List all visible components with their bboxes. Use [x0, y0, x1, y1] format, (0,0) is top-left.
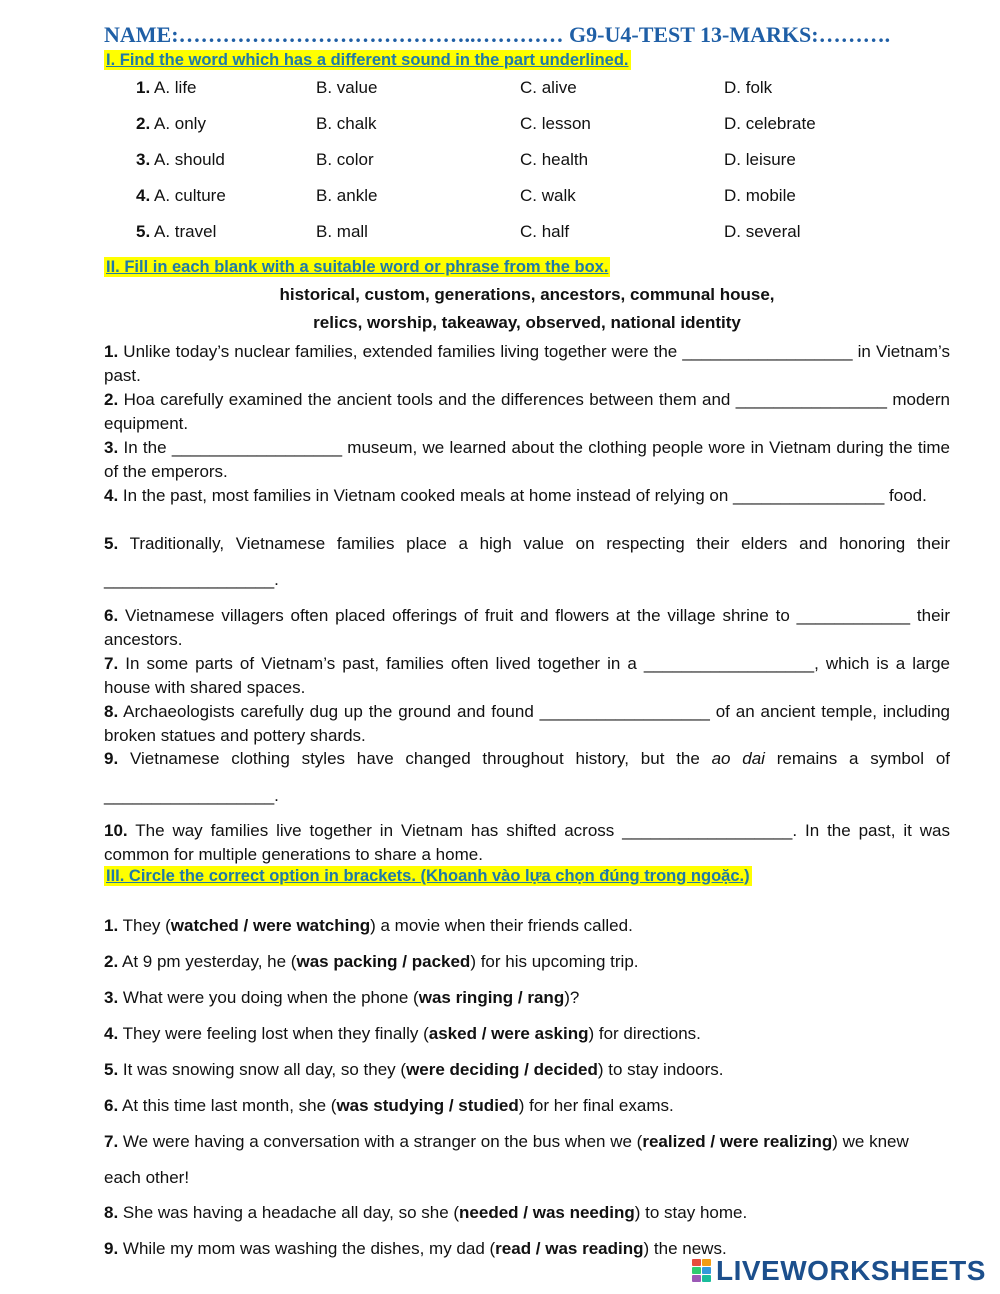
fill-question-6[interactable]: 6. Vietnamese villagers often placed offerings of fruit and flowers at the village shrine to ____________ their ancestors. [104, 606, 950, 649]
bracket-options[interactable]: were deciding / decided [406, 1060, 598, 1079]
word-box-line-2: relics, worship, takeaway, observed, national identity [313, 313, 741, 332]
option-b[interactable]: B. value [316, 78, 378, 97]
fill-question-3[interactable]: 3. In the __________________ museum, we learned about the clothing people wore in Vietnam during the time of the emperors. [104, 438, 950, 481]
question-2: 2. A. only [136, 114, 206, 133]
bracket-options[interactable]: was studying / studied [336, 1096, 519, 1115]
circle-question-7-continued: each other! [104, 1168, 190, 1187]
option-b[interactable]: B. ankle [316, 186, 378, 205]
option-b[interactable]: B. mall [316, 222, 368, 241]
word-box-line-1: historical, custom, generations, ancestors, communal house, [279, 285, 775, 304]
fill-question-10[interactable]: 10. The way families live together in Vietnam has shifted across __________________. In the past, it was common for multiple generations to share a home. [104, 821, 951, 864]
fill-question-2[interactable]: 2. Hoa carefully examined the ancient tools and the differences between them and ________________ modern equipment. [104, 390, 950, 433]
section-3-title: III. Circle the correct option in brackets. (Khoanh vào lựa chọn đúng trong ngoặc.) [106, 867, 750, 885]
fill-question-9-blank[interactable]: __________________. [104, 786, 279, 805]
fill-question-7[interactable]: 7. In some parts of Vietnam’s past, families often lived together in a __________________, which is a large house with shared spaces. [104, 654, 950, 697]
circle-question-9: 9. While my mom was washing the dishes, my dad (read / was reading) the news. [104, 1239, 727, 1258]
option-c[interactable]: C. lesson [520, 114, 591, 133]
circle-question-4: 4. They were feeling lost when they finally (asked / were asking) for directions. [104, 1024, 701, 1043]
fill-question-5[interactable]: 5. Traditionally, Vietnamese families place a high value on respecting their elders and honoring their [104, 534, 950, 553]
section-3-title-wrap [104, 866, 752, 886]
option-c[interactable]: C. alive [520, 78, 577, 97]
fill-question-1[interactable]: 1. Unlike today’s nuclear families, extended families living together were the __________________ in Vietnam’s past. [104, 342, 950, 385]
logo-text: LIVEWORKSHEETS [716, 1255, 986, 1286]
bracket-options[interactable]: read / was reading [495, 1239, 644, 1258]
question-3: 3. A. should [136, 150, 225, 169]
logo-grid-icon [692, 1259, 712, 1283]
fill-question-8[interactable]: 8. Archaeologists carefully dug up the ground and found __________________ of an ancient temple, including broken statues and pottery shards. [104, 702, 950, 745]
bracket-options[interactable]: was packing / packed [296, 952, 471, 971]
circle-question-5: 5. It was snowing snow all day, so they (were deciding / decided) to stay indoors. [104, 1060, 724, 1079]
circle-question-3: 3. What were you doing when the phone (was ringing / rang)? [104, 988, 580, 1007]
option-d[interactable]: D. leisure [724, 150, 796, 169]
name-marks-header: NAME:…………………………………..………… G9-U4-TEST 13-MARKS:………. [104, 22, 891, 47]
bracket-options[interactable]: watched / were watching [170, 916, 371, 935]
option-b[interactable]: B. color [316, 150, 374, 169]
option-d[interactable]: D. several [724, 222, 801, 241]
question-5: 5. A. travel [136, 222, 217, 241]
option-c[interactable]: C. half [520, 222, 570, 241]
option-d[interactable]: D. celebrate [724, 114, 816, 133]
option-d[interactable]: D. mobile [724, 186, 796, 205]
section-1-title-wrap [104, 50, 631, 70]
question-4: 4. A. culture [136, 186, 226, 205]
option-c[interactable]: C. health [520, 150, 589, 169]
option-b[interactable]: B. chalk [316, 114, 377, 133]
option-c[interactable]: C. walk [520, 186, 576, 205]
circle-question-7: 7. We were having a conversation with a stranger on the bus when we (realized / were realizing) we knew [104, 1132, 909, 1151]
circle-question-1: 1. They (watched / were watching) a movie when their friends called. [104, 916, 633, 935]
section-2-title: II. Fill in each blank with a suitable word or phrase from the box. [106, 258, 609, 276]
fill-question-5-blank[interactable]: __________________. [104, 570, 279, 589]
bracket-options[interactable]: realized / were realizing [642, 1132, 833, 1151]
fill-question-9[interactable]: 9. Vietnamese clothing styles have changed throughout history, but the ao dai remains a symbol of [104, 749, 950, 768]
section-2-title-wrap [104, 257, 610, 277]
bracket-options[interactable]: asked / were asking [428, 1024, 589, 1043]
section-1-title: I. Find the word which has a different sound in the part underlined. [106, 51, 629, 69]
bracket-options[interactable]: needed / was needing [459, 1203, 635, 1222]
circle-question-8: 8. She was having a headache all day, so she (needed / was needing) to stay home. [104, 1203, 748, 1222]
liveworksheets-logo [692, 1256, 986, 1286]
fill-question-4[interactable]: 4. In the past, most families in Vietnam cooked meals at home instead of relying on ________________ food. [104, 486, 927, 505]
circle-question-6: 6. At this time last month, she (was studying / studied) for her final exams. [104, 1096, 674, 1115]
bracket-options[interactable]: was ringing / rang [418, 988, 565, 1007]
option-d[interactable]: D. folk [724, 78, 773, 97]
circle-question-2: 2. At 9 pm yesterday, he (was packing / packed) for his upcoming trip. [104, 952, 639, 971]
question-1: 1. A. life [136, 78, 197, 97]
